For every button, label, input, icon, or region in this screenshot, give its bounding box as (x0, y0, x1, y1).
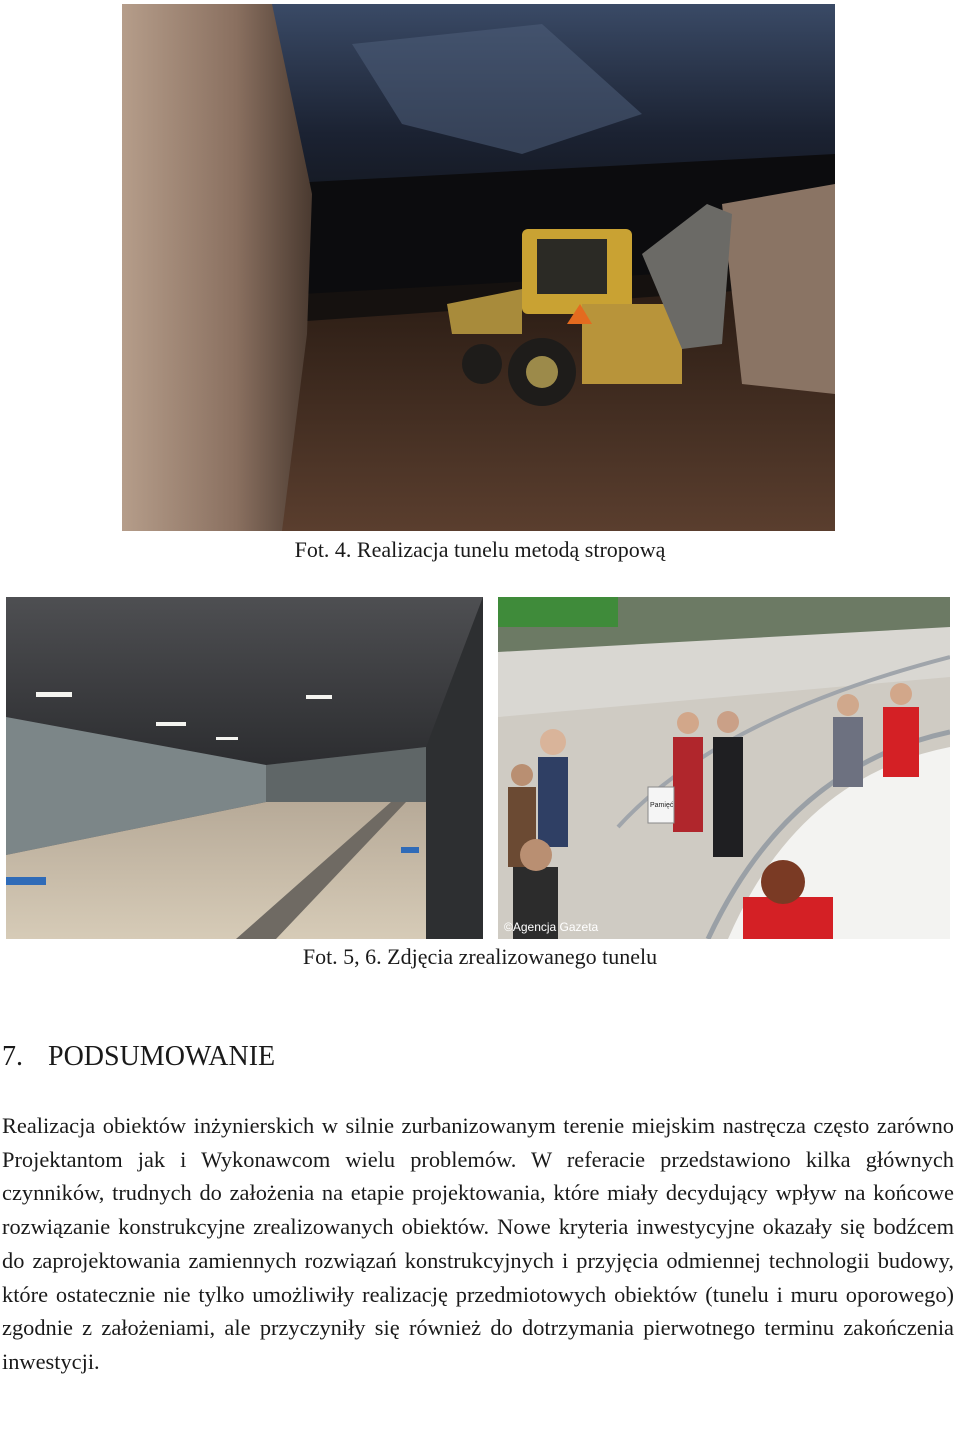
bag-text: Pamięć (650, 802, 674, 809)
figure-4-caption: Fot. 4. Realizacja tunelu metodą stropową (294, 537, 666, 562)
watermark: ©Agencja Gazeta (504, 920, 599, 934)
excavator-in-tunnel-photo (122, 4, 835, 531)
finished-tunnel-interior-photo (6, 597, 483, 939)
pedestrians-on-ramp-photo (498, 597, 950, 939)
figures-5-6-caption: Fot. 5, 6. Zdjęcia zrealizowanego tunelu (302, 944, 658, 969)
section-title: PODSUMOWANIE (48, 1041, 276, 1072)
section-heading (2, 1040, 275, 1074)
section-number: 7. (2, 1041, 23, 1072)
summary-paragraph: Realizacja obiektów inżynierskich w silnie zurbanizowanym terenie miejskim nastręcza często zarówno Projektantom jak i Wykonawcom wielu problemów. W referacie przedstawiono kilka głównych czynników, trudnych do założenia na etapie projektowania, które miały decydujący wpływ na końcowe rozwiązanie konstrukcyjne zrealizowanych obiektów. Nowe kryteria inwestycyjne okazały się bodźcem do zaprojektowania zamiennych rozwiązań konstrukcyjnych i przyjęcia odmiennej technologii budowy, które ostatecznie nie tylko umożliwiły realizację przedmiotowych obiektów (tunelu i muru oporowego) zgodnie z założeniami, ale przyczyniły się również do dotrzymania pierwotnego terminu zakończenia inwestycji. (2, 1113, 954, 1374)
